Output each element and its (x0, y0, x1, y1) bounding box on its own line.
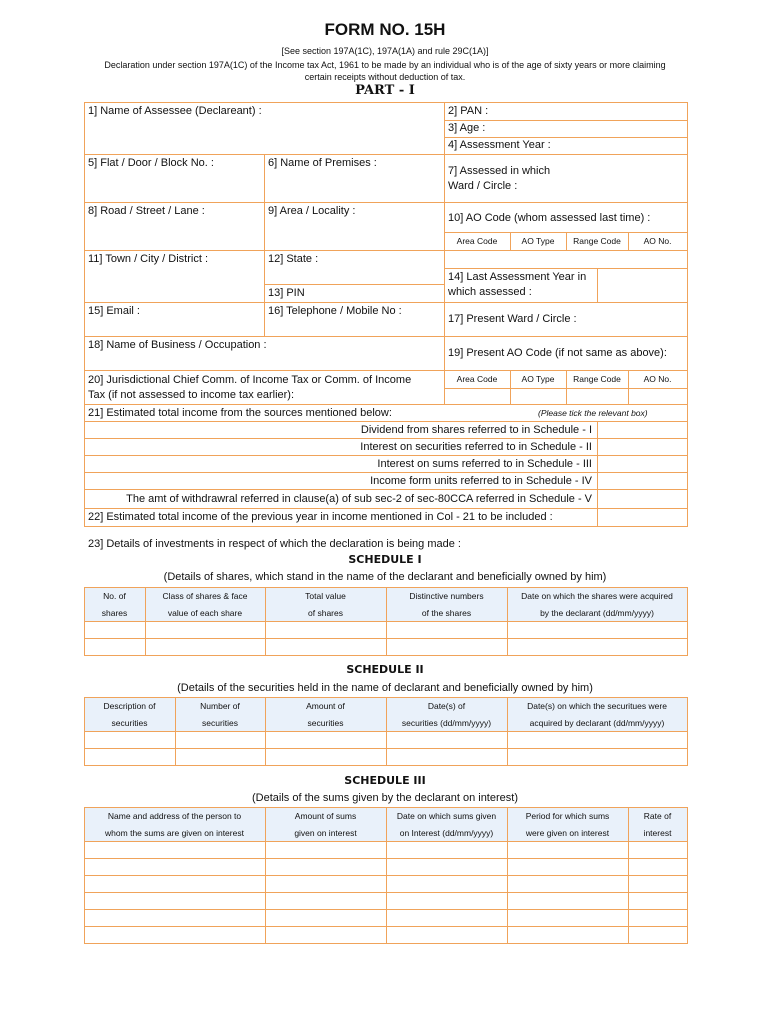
s2-header-amount-2: securities (307, 718, 344, 728)
s2-header-date-acquired: Date(s) on which the securitues were (527, 701, 667, 711)
s1-header-class: Class of shares & face (162, 591, 248, 601)
ao2-type-label: AO Type (521, 374, 555, 384)
s3-header-name: Name and address of the person to (107, 811, 242, 821)
grid-line (687, 697, 688, 766)
grid-line (84, 404, 688, 405)
grid-line (84, 370, 688, 371)
schedule-3-title: SCHEDULE III (344, 774, 426, 787)
field-business-occupation[interactable]: 18] Name of Business / Occupation : (88, 339, 267, 351)
s2-header-description-2: securities (111, 718, 148, 728)
s2-header-number-2: securities (202, 718, 238, 728)
field-name-of-premises[interactable]: 6] Name of Premises : (268, 157, 377, 169)
s2-header-number: Number of (200, 701, 240, 711)
field-assessed-ward-line1[interactable]: 7] Assessed in which (448, 165, 551, 177)
s1-header-distinctive-2: of the shares (421, 608, 472, 618)
field-estimated-total-income[interactable]: 22] Estimated total income of the previous year in income mentioned in Col - 21 to be included : (88, 511, 553, 523)
s3-header-period-2: were given on interest (525, 828, 610, 838)
s1-header-class-2: value of each share (167, 608, 243, 618)
s2-header-description: Description of (103, 701, 156, 711)
grid-line (84, 154, 688, 155)
grid-line (84, 250, 688, 251)
schedule-3-desc: (Details of the sums given by the declarant on interest) (252, 792, 518, 804)
field-road-street-lane[interactable]: 8] Road / Street / Lane : (88, 205, 205, 217)
ao2-no-label: AO No. (643, 374, 672, 384)
ao-area-code-label: Area Code (456, 236, 498, 246)
s3-header-period: Period for which sums (525, 811, 610, 821)
income-source-interest-sums[interactable]: Interest on sums referred to in Schedule - III (377, 458, 592, 470)
s1-header-total-value-2: of shares (308, 608, 343, 618)
grid-line (84, 102, 688, 103)
field-pin[interactable]: 13] PIN (268, 287, 305, 299)
s2-header-date-acquired-2: acquired by declarant (dd/mm/yyyy) (529, 718, 665, 728)
ao2-area-code-label: Area Code (456, 374, 498, 384)
grid-line (444, 336, 445, 370)
s3-header-amount-2: given on interest (294, 828, 357, 838)
grid-line (84, 202, 688, 203)
field-assessment-year[interactable]: 4] Assessment Year : (448, 139, 551, 151)
income-source-dividend[interactable]: Dividend from shares referred to in Schedule - I (360, 424, 592, 436)
declaration-line-1: Declaration under section 197A(1C) of the Income tax Act, 1961 to be made by an individual who is of the age of sixty years or more claiming (104, 60, 666, 70)
ao-no-label: AO No. (643, 236, 672, 246)
grid-line (566, 388, 567, 404)
ao-range-code-label: Range Code (573, 236, 621, 246)
field-present-ao-code[interactable]: 19] Present AO Code (if not same as above): (448, 347, 667, 359)
form-title: FORM NO. 15H (324, 20, 446, 39)
grid-line (264, 154, 265, 336)
s2-header-dates: Date(s) of (427, 701, 466, 711)
part-title: PART - I (355, 83, 415, 98)
grid-line (444, 102, 445, 302)
s3-header-rate: Rate of (643, 811, 672, 821)
field-ao-code[interactable]: 10] AO Code (whom assessed last time) : (448, 212, 651, 224)
s1-header-date-acquired-2: by the declarant (dd/mm/yyyy) (540, 608, 654, 618)
ao-type-label: AO Type (521, 236, 555, 246)
field-telephone-mobile[interactable]: 16] Telephone / Mobile No : (268, 305, 402, 317)
schedule-1-title: SCHEDULE I (348, 553, 422, 566)
income-source-units[interactable]: Income form units referred to in Schedule - IV (370, 475, 592, 487)
field-investment-details: 23] Details of investments in respect of which the declaration is being made : (88, 538, 461, 550)
s3-header-amount: Amount of sums (294, 811, 357, 821)
field-last-assessment-year-line2: which assessed : (448, 286, 532, 298)
s1-header-no-shares: No. of (103, 591, 126, 601)
s1-header-date-acquired: Date on which the shares were acquired (521, 591, 673, 601)
field-area-locality[interactable]: 9] Area / Locality : (268, 205, 356, 217)
grid-line (264, 284, 444, 285)
field-age[interactable]: 3] Age : (448, 122, 486, 134)
s2-header-amount: Amount of (306, 701, 345, 711)
schedule-2-desc: (Details of the securities held in the name of declarant and beneficially owned by him) (177, 682, 593, 694)
s3-header-rate-2: interest (643, 828, 672, 838)
grid-line (687, 102, 688, 526)
field-last-assessment-year-line1[interactable]: 14] Last Assessment Year in (448, 271, 587, 283)
s2-header-dates-2: securities (dd/mm/yyyy) (401, 718, 492, 728)
grid-line (84, 102, 85, 526)
field-town-city-district[interactable]: 11] Town / City / District : (88, 253, 209, 265)
s1-header-distinctive: Distinctive numbers (409, 591, 484, 601)
income-source-withdrawal[interactable]: The amt of withdrawral referred in clause(a) of sub sec-2 of sec-80CCA referred in Schedule - V (126, 493, 592, 505)
field-jurisdictional-comm-line1[interactable]: 20] Jurisdictional Chief Comm. of Income Tax or Comm. of Income (88, 374, 412, 386)
grid-line (84, 526, 688, 527)
grid-line (628, 388, 629, 404)
ao2-range-code-label: Range Code (573, 374, 621, 384)
field-estimated-income: 21] Estimated total income from the sources mentioned below: (88, 407, 392, 419)
schedule-1-desc: (Details of shares, which stand in the name of the declarant and beneficially owned by him) (163, 571, 607, 583)
grid-line (444, 302, 445, 336)
grid-line (687, 587, 688, 656)
grid-line (84, 336, 688, 337)
field-pan[interactable]: 2] PAN : (448, 105, 489, 117)
field-assessed-ward-line2: Ward / Circle : (448, 180, 518, 192)
grid-line (84, 302, 688, 303)
declaration-line-2: certain receipts without deduction of tax. (304, 72, 466, 82)
schedule-2-title: SCHEDULE II (346, 663, 424, 676)
field-state[interactable]: 12] State : (268, 253, 319, 265)
see-section: [See section 197A(1C), 197A(1A) and rule 29C(1A)] (281, 46, 489, 56)
field-jurisdictional-comm-line2: Tax (if not assessed to income tax earlier): (88, 389, 295, 401)
income-source-interest-securities[interactable]: Interest on securities referred to in Schedule - II (360, 441, 592, 453)
grid-line (510, 388, 511, 404)
grid-line (597, 421, 598, 526)
field-present-ward-circle[interactable]: 17] Present Ward / Circle : (448, 313, 577, 325)
s3-header-name-2: whom the sums are given on interest (105, 828, 244, 838)
grid-line (687, 807, 688, 944)
s3-header-date-2: on Interest (dd/mm/yyyy) (399, 828, 494, 838)
s1-header-no-shares-2: shares (101, 608, 128, 618)
s3-header-date: Date on which sums given (396, 811, 497, 821)
field-email[interactable]: 15] Email : (88, 305, 140, 317)
s1-header-total-value: Total value (305, 591, 346, 601)
tick-note: (Please tick the relevant box) (538, 408, 648, 418)
field-name-of-assessee[interactable]: 1] Name of Assessee (Declareant) : (88, 105, 262, 117)
field-flat-door-block[interactable]: 5] Flat / Door / Block No. : (88, 157, 214, 169)
grid-line (444, 268, 688, 269)
grid-line (597, 268, 598, 302)
